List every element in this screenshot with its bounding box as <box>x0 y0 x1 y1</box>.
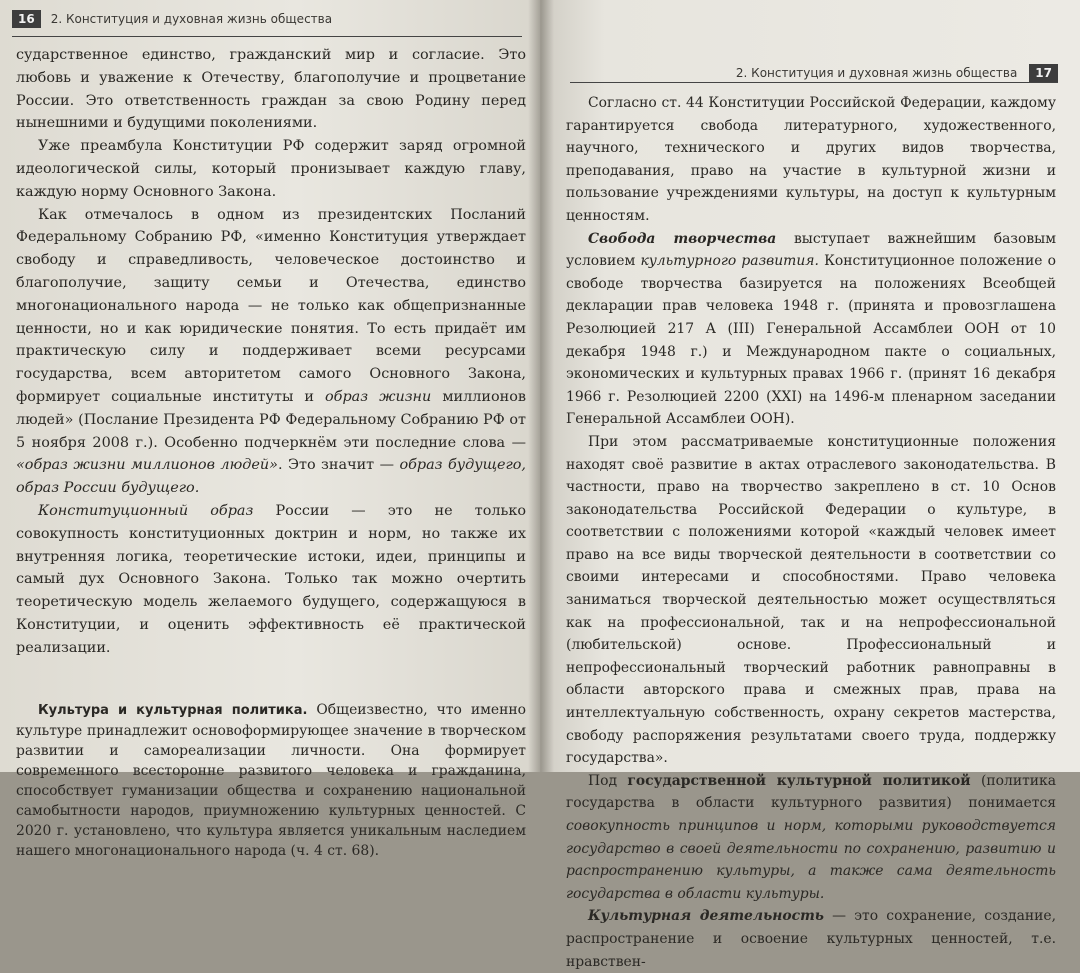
right-running-header <box>736 64 1058 82</box>
left-page <box>0 0 540 859</box>
left-page-number: 16 <box>12 10 41 28</box>
book-gutter <box>528 0 554 772</box>
left-header-title: 2. Конституция и духовная жизнь общества <box>50 12 333 26</box>
right-text-column <box>566 92 1056 973</box>
left-text-column <box>16 44 526 861</box>
left-paragraph-culture: Культура и культурная политика. Общеизвестно, что именно культуре принадлежит основоформирующее значение в творческом развитии и самореализации личности. Она формирует современного всесторонне развитого человека и гражданина, способствует гуманизации общества и сохранению национальной самобытности народов, приумножению культурных ценностей. С 2020 г. установлено, что культура является уникальным наследием нашего многонационального народа (ч. 4 ст. 68). <box>16 701 526 859</box>
right-paragraph-5: Культурная деятельность — это сохранение, создание, распространение и освоение культурных ценностей, т.е. нравствен- <box>566 908 1056 970</box>
right-paragraph-2: Свобода творчества выступает важнейшим базовым условием культурного развития. Конституционное положение о свободе творчества базируется на положениях Всеобщей декларации прав человека 1948 г. (принята и провозглашена Резолюцией 217 А (III) Генеральной Ассамблеи ООН от 10 декабря 1948 г.) и Международном пакте о социальных, экономических и культурных правах 1966 г. (принят 16 декабря 1966 г. Резолюцией 2200 (XXI) на 1496-м пленарном заседании Генеральной Ассамблеи ООН). <box>566 230 1057 428</box>
right-paragraph-1: Согласно ст. 44 Конституции Российской Федерации, каждому гарантируется свобода литературного, художественного, научного, технического и других видов творчества, преподавания, право на участие в культурной жизни и пользование учреждениями культуры, на доступ к культурным ценностям. <box>566 95 1056 224</box>
left-header-rule <box>12 36 522 37</box>
right-header-rule <box>570 82 1058 83</box>
right-paragraph-4: Под государственной культурной политикой (политика государства в области культурного развития) понимается совокупность принципов и норм, которыми руководствуется государство в своей деятельности по сохранению, развитию и распространению культуры, а также сама деятельность государства в области культуры. <box>566 772 1057 902</box>
left-paragraph-4: Конституционный образ России — это не только совокупность конституционных доктрин и норм, но также их внутренняя логика, теоретические истоки, идеи, принципы и самый дух Основного Закона. Только так можно очертить теоретическую модель желаемого будущего, содержащуюся в Конституции, и оценить эффективность её практической реализации. <box>16 502 526 656</box>
left-paragraph-1: сударственное единство, гражданский мир и согласие. Это любовь и уважение к Отечеству, благополучие и процветание России. Это ответственность граждан за свою Родину перед нынешними и будущими поколениями. <box>16 47 526 132</box>
right-paragraph-3: При этом рассматриваемые конституционные положения находят своё развитие в актах отраслевого законодательства. В частности, право на творчество закреплено в ст. 10 Основ законодательства Российской Федерации о культуре, в соответствии с положениями которой «каждый человек имеет право на все виды творческой деятельности в соответствии со своими интересами и способностями. Право человека заниматься творческой деятельностью может осуществляться как на профессиональной, так и на непрофессиональной (любительской) основе. Профессиональный и непрофессиональный творческий работник равноправны в области авторского права и смежных прав, права на интеллектуальную собственность, охрану секретов мастерства, свободу распоряжения результатами своего труда, поддержку государства». <box>566 433 1056 767</box>
right-header-title: 2. Конституция и духовная жизнь общества <box>735 66 1018 80</box>
left-paragraph-2: Уже преамбула Конституции РФ содержит заряд огромной идеологической силы, который пронизывает каждую главу, каждую норму Основного Закона. <box>16 138 526 200</box>
right-page-number: 17 <box>1029 64 1058 82</box>
left-paragraph-3: Как отмечалось в одном из президентских Посланий Федеральному Собранию РФ, «именно Конституция утверждает свободу и справедливость, человеческое достоинство и благополучие, защиту семьи и Отечества, единство многонационального народа — не только как общепризнанные ценности, но и как юридические понятия. То есть придаёт им практическую силу и поддерживает всеми ресурсами государства, всем авторитетом самого Основного Закона, формирует социальные институты и образ жизни миллионов людей» (Послание Президента РФ Федеральному Собранию РФ от 5 ноября 2008 г.). Особенно подчеркнём эти последние слова — «образ жизни миллионов людей». Это значит — образ будущего, образ России будущего. <box>16 206 526 497</box>
left-running-header <box>12 10 332 28</box>
culture-heading: Культура и культурная политика. <box>38 702 308 718</box>
